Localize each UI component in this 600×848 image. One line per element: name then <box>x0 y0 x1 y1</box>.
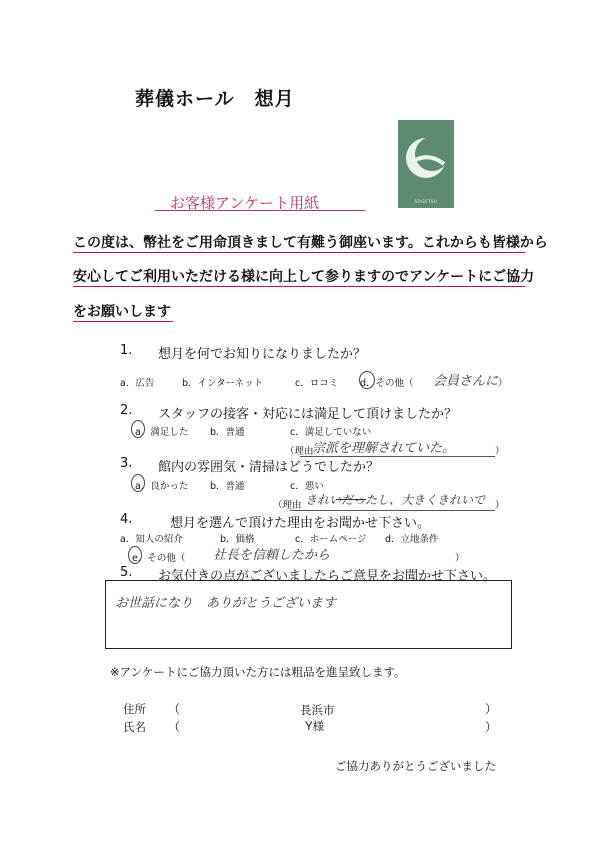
question-1-number: 1. <box>120 343 133 358</box>
q3-handwritten-reason: きれいだったし、大きくきれいで <box>305 493 486 507</box>
q4-option-a[interactable]: a．知人の紹介 <box>120 534 183 545</box>
q4-selected-circle <box>128 546 142 564</box>
question-5-text: お気付きの点がございましたらご意見をお聞かせ下さい。 <box>158 569 497 584</box>
q3-option-c[interactable]: c．悪い <box>290 481 324 492</box>
q2-option-c[interactable]: c．満足していない <box>290 427 372 438</box>
name-paren-open: （ <box>168 720 181 734</box>
address-value[interactable]: 長浜市 <box>300 705 335 717</box>
q1-paren-close: ） <box>498 378 508 389</box>
intro-underline-2 <box>73 286 525 287</box>
q2-reason-close: ） <box>495 446 505 457</box>
q3-strikethrough <box>336 499 366 500</box>
intro-underline-3 <box>73 321 173 322</box>
q2-reason-label: （理由 <box>285 446 314 457</box>
q2-option-b[interactable]: b．普通 <box>210 427 245 438</box>
form-subtitle: お客様アンケート用紙 <box>170 194 320 212</box>
intro-line-3: をお願いします <box>73 304 171 320</box>
name-paren-close: ） <box>485 720 498 734</box>
intro-line-1: この度は、幣社をご用命頂きまして有難う御座います。これからも皆様から <box>73 235 548 251</box>
name-label: 氏名 <box>123 720 146 734</box>
q2-selected-circle <box>131 420 145 438</box>
logo-text: SOGETSU <box>414 199 438 204</box>
q4-option-d[interactable]: d．立地条件 <box>385 534 439 545</box>
sogetsu-logo <box>398 120 454 208</box>
q4-paren-close: ） <box>455 553 465 564</box>
question-1-text: 想月を何でお知りになりましたか？ <box>158 347 367 362</box>
q3-option-a[interactable]: a．良かった <box>135 481 189 492</box>
q1-handwritten-answer: 会員さんに <box>433 374 499 389</box>
q3-option-b[interactable]: b．普通 <box>210 481 245 492</box>
closing-thanks: ご協力ありがとうございました <box>335 759 496 773</box>
q1-selected-circle <box>359 371 375 389</box>
name-value[interactable]: Y様 <box>305 721 325 733</box>
q3-selected-circle <box>131 474 145 492</box>
q4-option-e[interactable]: e．その他（ <box>132 553 186 564</box>
address-paren-close: ） <box>485 702 498 716</box>
q3-reason-close: ） <box>495 500 505 511</box>
crescent-logo-icon <box>398 120 454 200</box>
intro-underline-1 <box>73 252 525 253</box>
q5-handwritten-comment: お世話になり ありがとうございます <box>115 596 337 611</box>
question-5-number: 5. <box>120 565 133 580</box>
gift-note: ※アンケートにご協力頂いた方には粗品を進呈致します。 <box>110 665 406 679</box>
question-2-text: スタッフの接客・対応には満足して頂けましたか？ <box>158 407 458 422</box>
q4-handwritten-answer: 社長を信頼したから <box>213 548 331 563</box>
question-3-number: 3. <box>120 456 133 471</box>
intro-line-2: 安心してご利用いただける様に向上して参りますのでアンケートにご協力 <box>73 269 535 285</box>
q1-option-d[interactable]: d．その他（ <box>360 378 414 389</box>
question-4-text: 想月を選んで頂けた理由をお聞かせ下さい。 <box>170 516 431 531</box>
page-title: 葬儀ホール 想月 <box>135 88 295 110</box>
q4-option-b[interactable]: b．価格 <box>220 534 255 545</box>
question-2-number: 2. <box>120 403 133 418</box>
q2-option-a[interactable]: a．満足した <box>135 427 189 438</box>
q1-option-a[interactable]: a．広告 <box>120 378 155 389</box>
subtitle-underline <box>155 210 365 211</box>
address-paren-open: （ <box>168 702 181 716</box>
q2-handwritten-reason: 宗派を理解されていた。 <box>312 441 456 456</box>
q1-option-b[interactable]: b．インターネット <box>182 378 264 389</box>
q1-option-c[interactable]: c．ロコミ <box>295 378 339 389</box>
q4-option-c[interactable]: c．ホームページ <box>295 534 367 545</box>
question-4-number: 4. <box>120 512 133 527</box>
q3-reason-label: （理由 <box>273 500 302 511</box>
comment-box[interactable] <box>105 580 512 649</box>
q3-reason-underline <box>290 510 495 511</box>
address-label: 住所 <box>123 702 146 716</box>
question-3-text: 館内の雰囲気・清掃はどうでしたか？ <box>158 460 380 475</box>
